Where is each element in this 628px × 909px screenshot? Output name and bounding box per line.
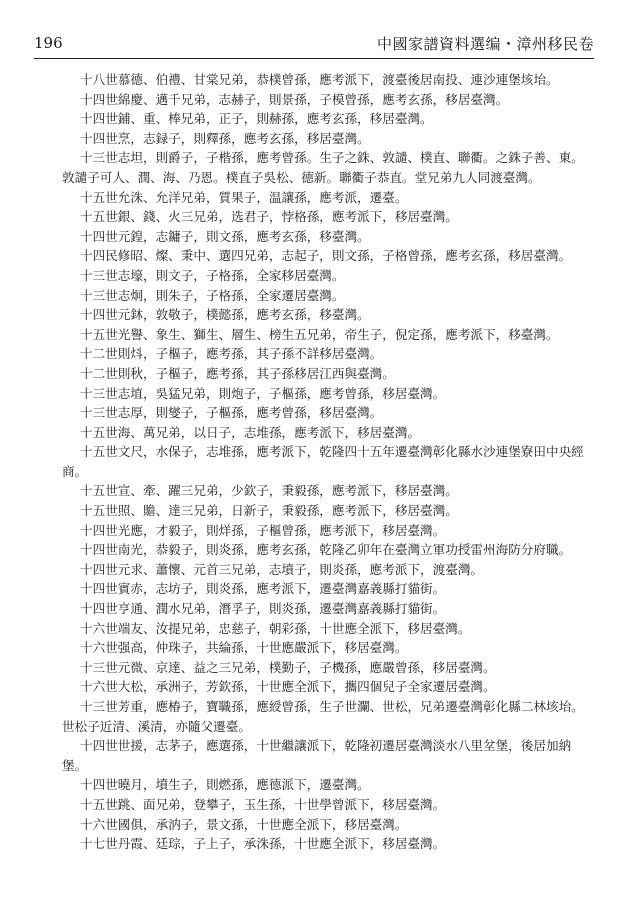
genealogy-entry: 十三世志炯，則朱子，子格孫，全家遷居臺灣。 [80, 287, 345, 303]
genealogy-entry: 十四世元求、蕭懷、元首三兄弟，志墳子，則炎孫，應考派下，渡臺灣。 [80, 561, 483, 577]
genealogy-entry: 十五世文尺，水保子，志堆孫，應考派下，乾隆四十五年遷臺灣彰化縣水沙連堡寮田中央經商。 [62, 444, 584, 479]
genealogy-entry: 十三世芳重，應椿子，寶職孫，應綬曾孫，生子世瀾、世松，兄弟遷臺灣彰化縣二林垓坮。世松子近清、溪清，亦隨父遷臺。 [62, 699, 584, 734]
genealogy-entry: 十四民修昭、燦、秉中、選四兄弟，志起子，則文孫，子格曾孫，應考玄孫，移居臺灣。 [80, 248, 572, 264]
genealogy-entry: 十五世照、贍、達三兄弟，日新子，秉毅孫，應考派下，移居臺灣。 [80, 503, 458, 519]
genealogy-entry: 十五世允洙、允洋兄弟，質果子，温讓孫，應考派，遷臺。 [80, 189, 408, 205]
genealogy-text [62, 70, 592, 854]
genealogy-entry: 十四世鋪、重、棒兄弟，正子，則赫孫，應考玄孫，移居臺灣。 [80, 111, 433, 127]
genealogy-entry: 十三世志埴，吳猛兄弟，則炮子，子樞孫，應考曾孫，移居臺灣。 [80, 385, 446, 401]
genealogy-entry: 十五世光譽、象生、獅生、層生、榜生五兄弟，帝生子，倪定孫，應考派下，移臺灣。 [80, 326, 559, 342]
genealogy-entry: 十五世海、萬兄弟，以日子，志堆孫，應考派下，移居臺灣。 [80, 424, 421, 440]
genealogy-entry: 十四世綿慶、邁千兄弟，志赫子，則景孫，子模曾孫，應考玄孫，移居臺灣。 [80, 91, 509, 107]
genealogy-entry: 十三世志坦，則爵子，子楷孫，應考曾孫。生子之銖、敦譴、樸直、聯衢。之銖子善、東。敦譴子可人、潤、海、乃恩。樸直子吳松、德新。聯衢子恭直。堂兄弟九人同渡臺灣。 [62, 150, 584, 185]
running-title: 中國家譜資料選编・漳州移民卷 [376, 35, 594, 53]
genealogy-entry: 十六世大松，承洲子，芳欽孫，十世應全派下，攜四個兒子全家遷居臺灣。 [80, 679, 496, 695]
genealogy-entry: 十四世光應，才毅子，則烊孫，子樞曾孫，應考派下，移居臺灣。 [80, 522, 446, 538]
genealogy-entry: 十四世南光，恭毅子，則炎孫，應考玄孫，乾隆乙卯年在臺灣立軍功授雷州海防分府職。 [80, 542, 572, 558]
page-number: 196 [34, 34, 63, 52]
genealogy-entry: 十四世元鍠，志鏞子，則文孫，應考玄孫，移臺灣。 [80, 228, 370, 244]
genealogy-entry: 十五世銀、錢、火三兄弟，选君子，悖格孫，應考派下，移居臺灣。 [80, 209, 458, 225]
genealogy-entry: 十四世元鈢，敦敬子，樸懿孫，應考玄孫，移臺灣。 [80, 307, 370, 323]
page-header [34, 32, 594, 59]
genealogy-entry: 十五世宣、牽、躍三兄弟，少欽子，秉毅孫，應考派下，移居臺灣。 [80, 483, 458, 499]
genealogy-entry: 十二世則炓，子樞子，應考孫，其子孫不詳移居臺灣。 [80, 346, 383, 362]
genealogy-entry: 十七世丹霞、廷琮，子上子，承洙孫，十世應全派下，移居臺灣。 [80, 836, 446, 852]
genealogy-entry: 十二世則秋，子樞子，應考孫，其子孫移居江西與臺灣。 [80, 365, 395, 381]
genealogy-entry: 十三世元微、京達、益之三兄弟，樸勤子，子機孫，應嚴曾孫，移居臺灣。 [80, 659, 496, 675]
genealogy-entry: 十六世國俱，承汭子，景文孫，十世應全派下，移居臺灣。 [80, 816, 408, 832]
genealogy-entry: 十六世端友、汝提兄弟，忠慈子，朝彩孫，十世應全派下，移居臺灣。 [80, 620, 471, 636]
genealogy-entry: 十四世賓赤，志坊子，則炎孫，應考派下，遷臺灣嘉義縣打貓街。 [80, 581, 446, 597]
genealogy-entry: 十八世慕德、伯禮、甘棠兄弟，恭樸曾孫，應考派下，渡臺後居南投、連沙連堡垓坮。 [80, 72, 559, 87]
genealogy-entry: 十五世跳、面兄弟，登攀子，玉生孫，十世學曾派下，移居臺灣。 [80, 796, 446, 812]
genealogy-entry: 十四世曉月，墳生子，則燃孫，應德派下，遷臺灣。 [80, 777, 370, 793]
genealogy-entry: 十三世志厚，則燮子，子樞孫，應考曾孫，移居臺灣。 [80, 405, 383, 421]
genealogy-entry: 十六世强高，仲珠子，共綸孫，十世應嚴派下，移居臺灣。 [80, 640, 408, 656]
genealogy-entry: 十三世志壕，則文子，子格孫，全家移居臺灣。 [80, 267, 345, 283]
genealogy-entry: 十四世世援，志茅子，應選孫，十世繼讓派下，乾隆初遷居臺灣淡水八里坌堡，後居加納堡。 [62, 738, 572, 773]
genealogy-entry: 十四世亨通、潤水兄弟，潛孚子，則炎孫，遷臺灣嘉義縣打貓街。 [80, 601, 446, 617]
genealogy-entry: 十四世烹，志録子，則釋孫，應考玄孫，移居臺灣。 [80, 130, 370, 146]
